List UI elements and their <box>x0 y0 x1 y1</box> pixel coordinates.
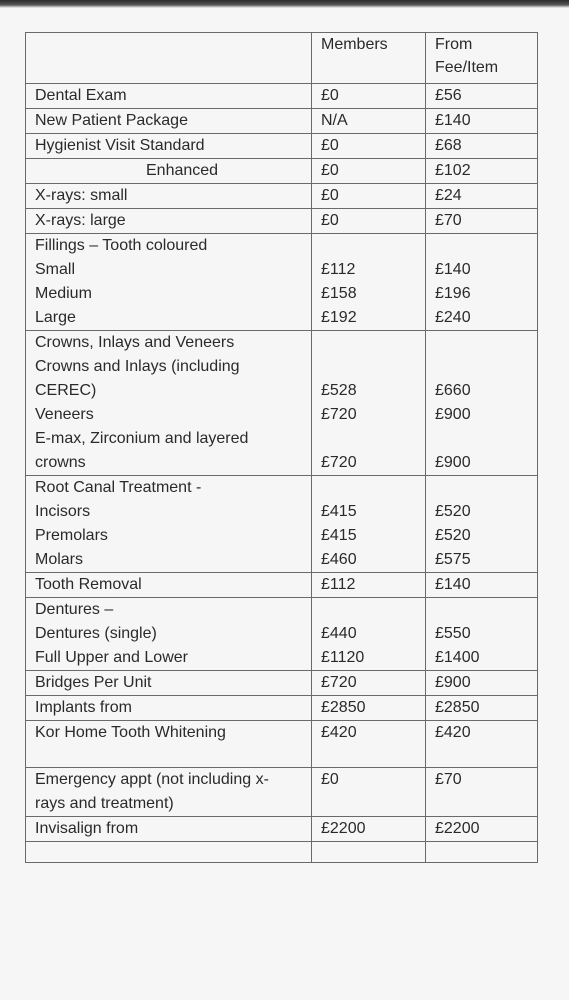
empty-cell <box>26 842 312 863</box>
crowns-members <box>312 331 426 476</box>
root-canal-molars-label: Molars <box>35 551 84 568</box>
table-row-fillings <box>26 234 538 331</box>
dentures-members <box>312 598 426 671</box>
row-from-price: £70 <box>426 209 538 234</box>
fillings-medium-members: £158 <box>321 285 357 302</box>
emergency-line1: Emergency appt (not including x- <box>35 771 269 788</box>
fillings-large-label: Large <box>35 309 76 326</box>
crowns-veneers-members: £720 <box>321 406 357 423</box>
crowns-emax-members: £720 <box>321 454 357 471</box>
dentures-full-label: Full Upper and Lower <box>35 649 188 666</box>
row-members-price: £2850 <box>312 696 426 721</box>
header-members: Members <box>312 33 426 84</box>
table-row-crowns <box>26 331 538 476</box>
dentures-labels <box>26 598 312 671</box>
crowns-inlays-line1: Crowns and Inlays (including <box>35 358 240 375</box>
root-canal-premolars-from: £520 <box>435 527 471 544</box>
dentures-single-members: £440 <box>321 625 357 642</box>
row-from-price: £102 <box>426 159 538 184</box>
row-from-price: £2200 <box>426 817 538 842</box>
header-treatment <box>26 33 312 84</box>
emergency-members: £0 <box>312 768 426 817</box>
fillings-small-members: £112 <box>321 261 356 278</box>
row-label: Hygienist Visit Standard <box>26 134 312 159</box>
header-from-line1: From <box>435 36 473 53</box>
fillings-from <box>426 234 538 331</box>
emergency-line2: rays and treatment) <box>35 795 174 812</box>
crowns-inlays-members: £528 <box>321 382 357 399</box>
row-from-price: £140 <box>426 573 538 598</box>
row-members-price: £0 <box>312 209 426 234</box>
emergency-labels <box>26 768 312 817</box>
root-canal-title: Root Canal Treatment - <box>35 479 202 496</box>
root-canal-incisors-from: £520 <box>435 503 471 520</box>
table-row <box>26 134 538 159</box>
root-canal-premolars-label: Premolars <box>35 527 108 544</box>
crowns-veneers-label: Veneers <box>35 406 94 423</box>
fillings-medium-label: Medium <box>35 285 92 302</box>
dentures-single-label: Dentures (single) <box>35 625 157 642</box>
crowns-from <box>426 331 538 476</box>
row-label: Enhanced <box>26 159 312 184</box>
row-members-price: £112 <box>312 573 426 598</box>
root-canal-incisors-members: £415 <box>321 503 357 520</box>
row-from-price: £68 <box>426 134 538 159</box>
crowns-title: Crowns, Inlays and Veneers <box>35 334 235 351</box>
row-label: New Patient Package <box>26 109 312 134</box>
fillings-small-from: £140 <box>435 261 471 278</box>
header-from-fee <box>426 33 538 84</box>
price-list-table <box>25 32 537 863</box>
root-canal-molars-from: £575 <box>435 551 471 568</box>
table-header-row <box>26 33 538 84</box>
row-label: Bridges Per Unit <box>26 671 312 696</box>
dentures-full-members: £1120 <box>321 649 365 666</box>
dentures-from <box>426 598 538 671</box>
table-row <box>26 109 538 134</box>
row-from-price: £420 <box>426 721 538 768</box>
empty-cell <box>426 842 538 863</box>
root-canal-molars-members: £460 <box>321 551 357 568</box>
fillings-large-members: £192 <box>321 309 357 326</box>
row-label: X-rays: large <box>26 209 312 234</box>
table-row-emergency <box>26 768 538 817</box>
fees-table <box>25 32 538 863</box>
fillings-medium-from: £196 <box>435 285 471 302</box>
row-members-price: £0 <box>312 184 426 209</box>
row-members-price: £0 <box>312 134 426 159</box>
table-row <box>26 184 538 209</box>
table-row <box>26 696 538 721</box>
fillings-large-from: £240 <box>435 309 471 326</box>
table-row <box>26 84 538 109</box>
root-canal-members <box>312 476 426 573</box>
crowns-inlays-line2: CEREC) <box>35 382 97 399</box>
root-canal-premolars-members: £415 <box>321 527 357 544</box>
table-row-whitening <box>26 721 538 768</box>
table-row <box>26 159 538 184</box>
row-members-price: N/A <box>312 109 426 134</box>
row-label: Dental Exam <box>26 84 312 109</box>
row-members-price: £0 <box>312 84 426 109</box>
row-from-price: £900 <box>426 671 538 696</box>
table-row <box>26 817 538 842</box>
row-members-price: £720 <box>312 671 426 696</box>
dentures-single-from: £550 <box>435 625 471 642</box>
crowns-emax-line1: E-max, Zirconium and layered <box>35 430 249 447</box>
crowns-emax-from: £900 <box>435 454 471 471</box>
scan-top-edge <box>0 0 569 8</box>
root-canal-from <box>426 476 538 573</box>
table-row-root-canal <box>26 476 538 573</box>
header-from-line2: Fee/Item <box>435 59 499 76</box>
row-label: Kor Home Tooth Whitening <box>26 721 312 768</box>
crowns-labels <box>26 331 312 476</box>
row-members-price: £2200 <box>312 817 426 842</box>
row-label: Invisalign from <box>26 817 312 842</box>
row-members-price: £420 <box>312 721 426 768</box>
root-canal-labels <box>26 476 312 573</box>
fillings-members <box>312 234 426 331</box>
row-from-price: £24 <box>426 184 538 209</box>
fillings-small-label: Small <box>35 261 76 278</box>
row-label: Tooth Removal <box>26 573 312 598</box>
crowns-emax-line2: crowns <box>35 454 86 471</box>
row-from-price: £140 <box>426 109 538 134</box>
row-label: Implants from <box>26 696 312 721</box>
table-row-empty <box>26 842 538 863</box>
table-row <box>26 573 538 598</box>
row-from-price: £56 <box>426 84 538 109</box>
empty-cell <box>312 842 426 863</box>
dentures-title: Dentures – <box>35 601 114 618</box>
table-row-dentures <box>26 598 538 671</box>
root-canal-incisors-label: Incisors <box>35 503 91 520</box>
fillings-labels <box>26 234 312 331</box>
fillings-title: Fillings – Tooth coloured <box>35 237 208 254</box>
dentures-full-from: £1400 <box>435 649 480 666</box>
emergency-from: £70 <box>426 768 538 817</box>
crowns-veneers-from: £900 <box>435 406 471 423</box>
table-row <box>26 671 538 696</box>
row-members-price: £0 <box>312 159 426 184</box>
table-row <box>26 209 538 234</box>
row-label: X-rays: small <box>26 184 312 209</box>
crowns-inlays-from: £660 <box>435 382 471 399</box>
row-from-price: £2850 <box>426 696 538 721</box>
